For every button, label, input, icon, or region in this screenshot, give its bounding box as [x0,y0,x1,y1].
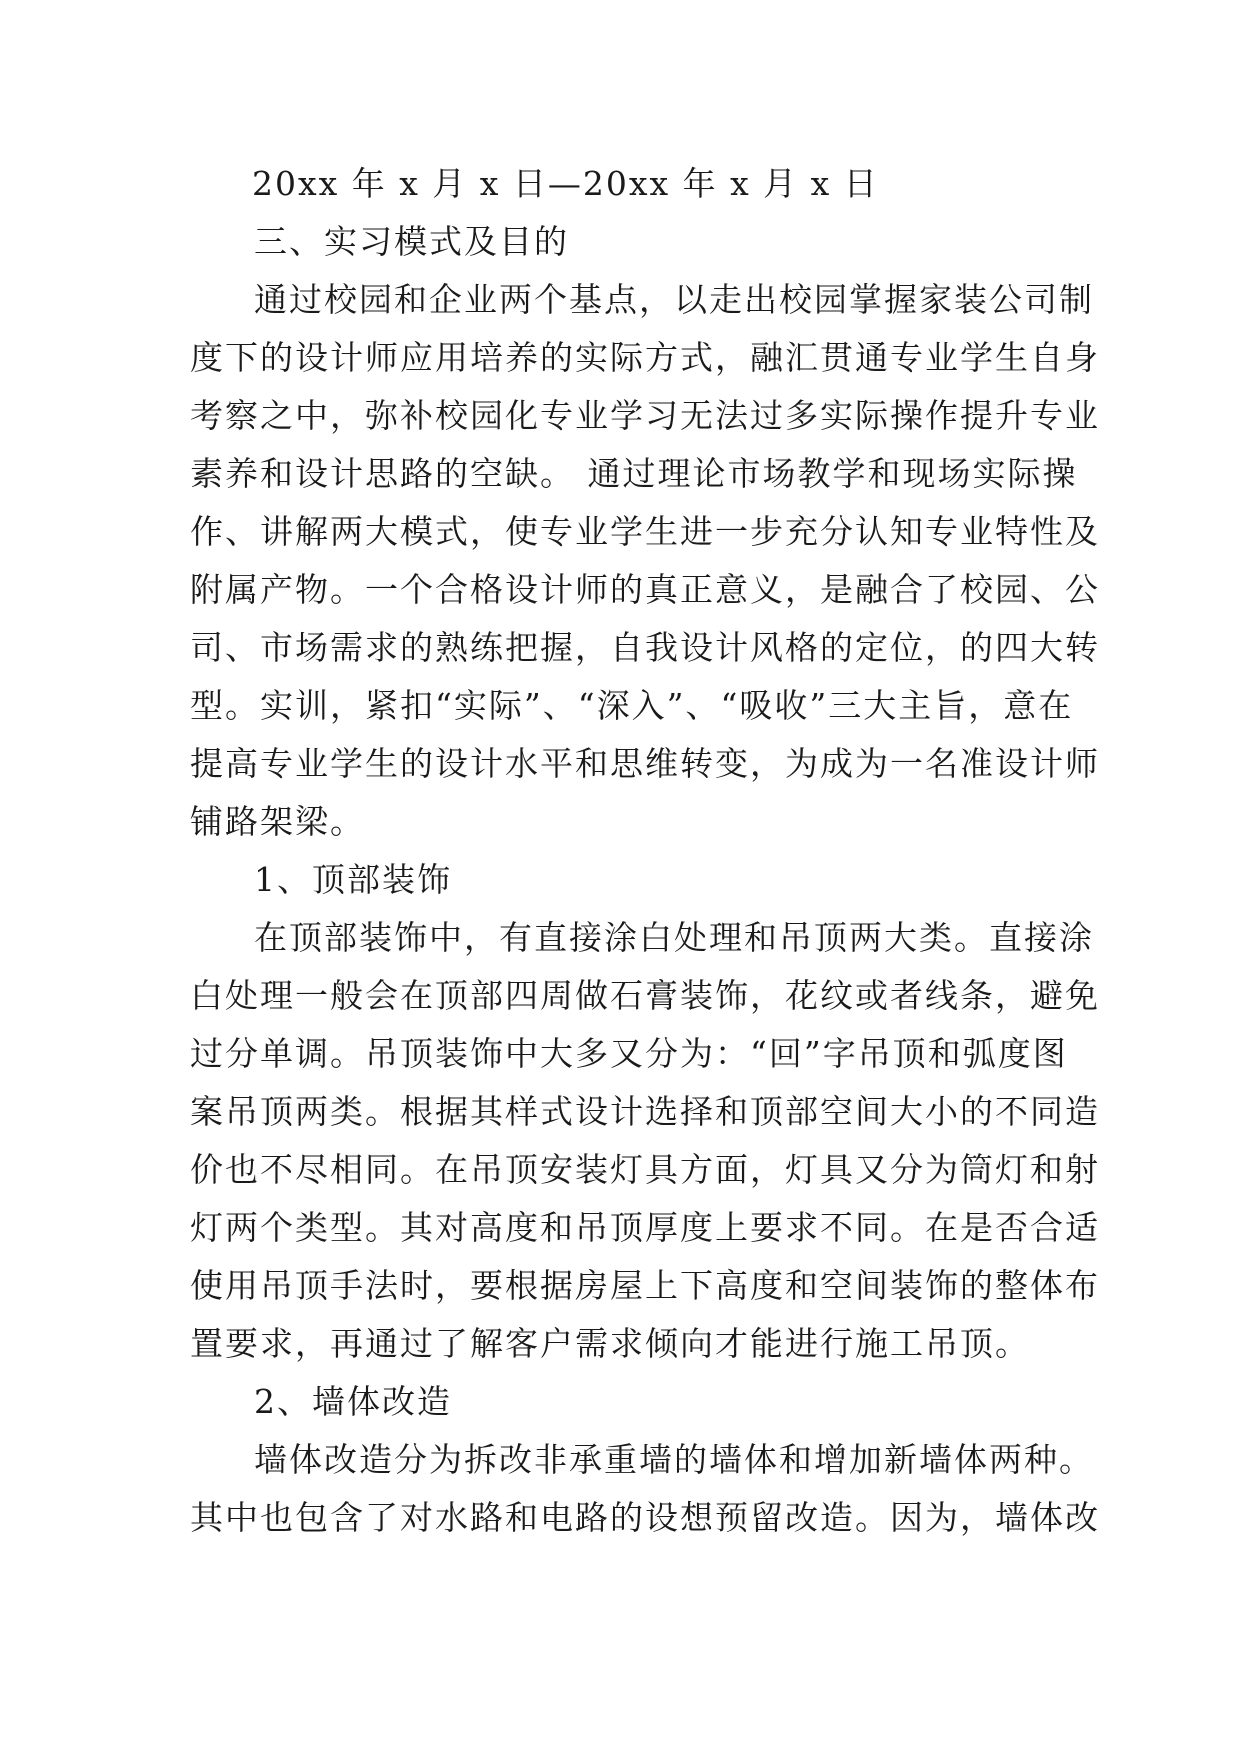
document-body [190,155,1100,1547]
paragraph-internship-purpose [190,271,1100,851]
paragraph-line: 其中也包含了对水路和电路的设想预留改造。因为，墙体改 [190,1498,1100,1537]
paragraph-line: 案吊顶两类。根据其样式设计选择和顶部空间大小的不同造 [190,1092,1100,1131]
paragraph-line: 司、市场需求的熟练把握，自我设计风格的定位，的四大转 [190,628,1100,667]
paragraph-line: 价也不尽相同。在吊顶安装灯具方面，灯具又分为筒灯和射 [190,1150,1100,1189]
paragraph-line: 度下的设计师应用培养的实际方式，融汇贯通专业学生自身 [190,338,1100,377]
paragraph-line: 置要求，再通过了解客户需求倾向才能进行施工吊顶。 [190,1324,1030,1363]
paragraph-line: 在顶部装饰中，有直接涂白处理和吊顶两大类。直接涂 [254,918,1094,957]
subheading-wall: 2、墙体改造 [254,1382,452,1421]
paragraph-wall-renovation [190,1431,1100,1547]
paragraph-line: 灯两个类型。其对高度和吊顶厚度上要求不同。在是否合适 [190,1208,1100,1247]
paragraph-line: 型。实训，紧扣“实际”、“深入”、“吸收”三大主旨，意在 [190,686,1074,725]
section-heading: 三、实习模式及目的 [254,222,569,261]
paragraph-line: 作、讲解两大模式，使专业学生进一步充分认知专业特性及 [190,512,1100,551]
subheading-ceiling: 1、顶部装饰 [254,860,452,899]
paragraph-ceiling-decoration [190,909,1100,1373]
paragraph-line: 过分单调。吊顶装饰中大多又分为：“回”字吊顶和弧度图 [190,1034,1068,1073]
paragraph-line: 白处理一般会在顶部四周做石膏装饰，花纹或者线条，避免 [190,976,1100,1015]
paragraph-line: 素养和设计思路的空缺。 通过理论市场教学和现场实际操 [190,454,1078,493]
paragraph-line: 附属产物。一个合格设计师的真正意义，是融合了校园、公 [190,570,1100,609]
date-range: 20xx 年 x 月 x 日—20xx 年 x 月 x 日 [252,164,879,203]
paragraph-line: 提高专业学生的设计水平和思维转变，为成为一名准设计师 [190,744,1100,783]
paragraph-line: 墙体改造分为拆改非承重墙的墙体和增加新墙体两种。 [254,1440,1094,1479]
paragraph-line: 铺路架梁。 [190,802,365,841]
paragraph-line: 使用吊顶手法时，要根据房屋上下高度和空间装饰的整体布 [190,1266,1100,1305]
paragraph-line: 考察之中，弥补校园化专业学习无法过多实际操作提升专业 [190,396,1100,435]
paragraph-line: 通过校园和企业两个基点，以走出校园掌握家装公司制 [254,280,1094,319]
